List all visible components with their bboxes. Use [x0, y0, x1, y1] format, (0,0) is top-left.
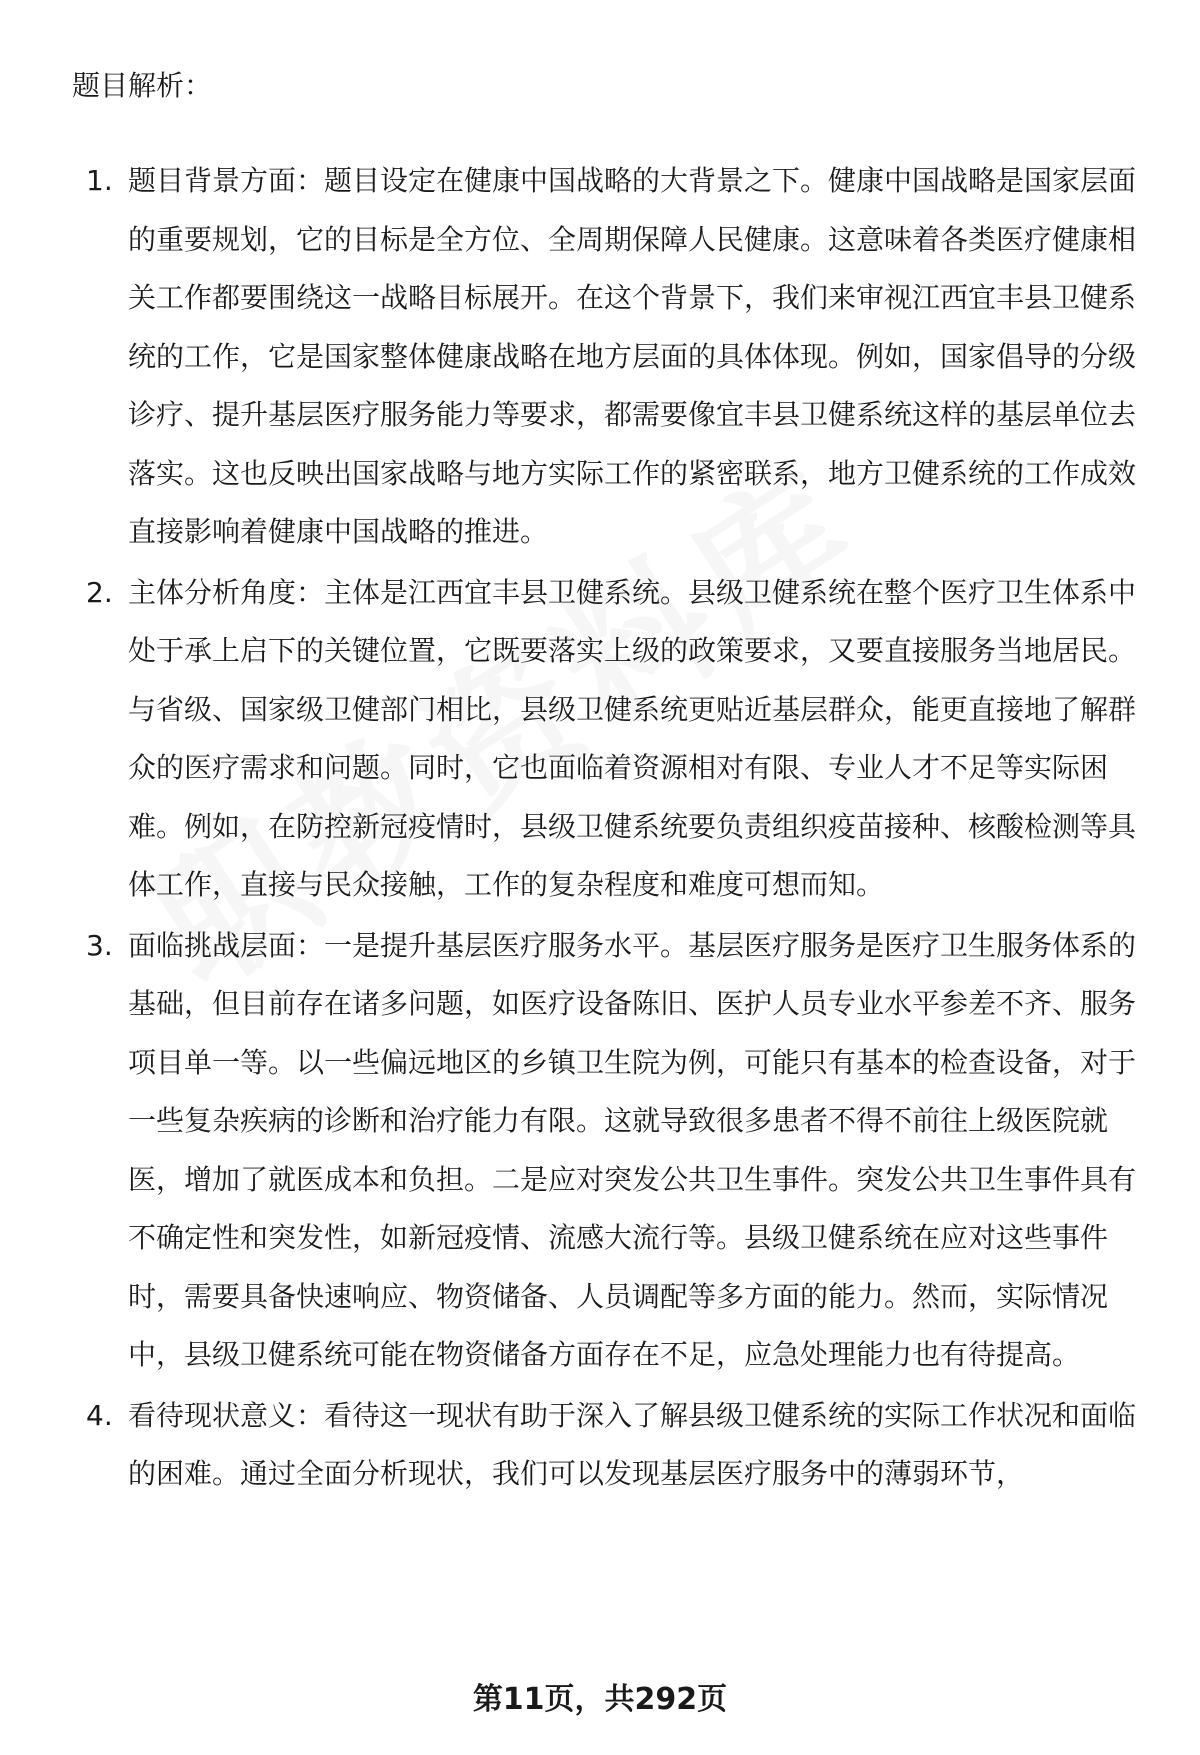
list-item-text: 看待现状意义：看待这一现状有助于深入了解县级卫健系统的实际工作状况和面临的困难。通过全面分析现状，我们可以发现基层医疗服务中的薄弱环节， [128, 1398, 1137, 1490]
list-item-number: 4. [86, 1398, 113, 1432]
analysis-list [72, 152, 1144, 1506]
list-item-number: 2. [86, 575, 113, 609]
list-item-text: 题目背景方面：题目设定在健康中国战略的大背景之下。健康中国战略是国家层面的重要规划，它的目标是全方位、全周期保障人民健康。这意味着各类医疗健康相关工作都要围绕这一战略目标展开。在这个背景下，我们来审视江西宜丰县卫健系统的工作，它是国家整体健康战略在地方层面的具体体现。例如，国家倡导的分级诊疗、提升基层医疗服务能力等要求，都需要像宜丰县卫健系统这样的基层单位去落实。这也反映出国家战略与地方实际工作的紧密联系，地方卫健系统的工作成效直接影响着健康中国战略的推进。 [128, 164, 1137, 548]
section-heading: 题目解析： [72, 69, 213, 102]
list-item-text: 面临挑战层面：一是提升基层医疗服务水平。基层医疗服务是医疗卫生服务体系的基础，但目前存在诸多问题，如医疗设备陈旧、医护人员专业水平参差不齐、服务项目单一等。以一些偏远地区的乡镇卫生院为例，可能只有基本的检查设备，对于一些复杂疾病的诊断和治疗能力有限。这就导致很多患者不得不前往上级医院就医，增加了就医成本和负担。二是应对突发公共卫生事件。突发公共卫生事件具有不确定性和突发性，如新冠疫情、流感大流行等。县级卫健系统在应对这些事件时，需要具备快速响应、物资储备、人员调配等多方面的能力。然而，实际情况中，县级卫健系统可能在物资储备方面存在不足，应急处理能力也有待提高。 [128, 928, 1137, 1371]
list-item [72, 152, 1144, 562]
list-item-number: 3. [86, 928, 113, 962]
list-item [72, 1387, 1144, 1504]
list-item [72, 917, 1144, 1385]
list-item-text: 主体分析角度：主体是江西宜丰县卫健系统。县级卫健系统在整个医疗卫生体系中处于承上启下的关键位置，它既要落实上级的政策要求，又要直接服务当地居民。与省级、国家级卫健部门相比，县级卫健系统更贴近基层群众，能更直接地了解群众的医疗需求和问题。同时，它也面临着资源相对有限、专业人才不足等实际困难。例如，在防控新冠疫情时，县级卫健系统要负责组织疫苗接种、核酸检测等具体工作，直接与民众接触，工作的复杂程度和难度可想而知。 [128, 575, 1137, 901]
list-item-number: 1. [86, 164, 113, 197]
list-item [72, 564, 1144, 915]
page-number-footer: 第11页，共292页 [472, 1682, 728, 1717]
